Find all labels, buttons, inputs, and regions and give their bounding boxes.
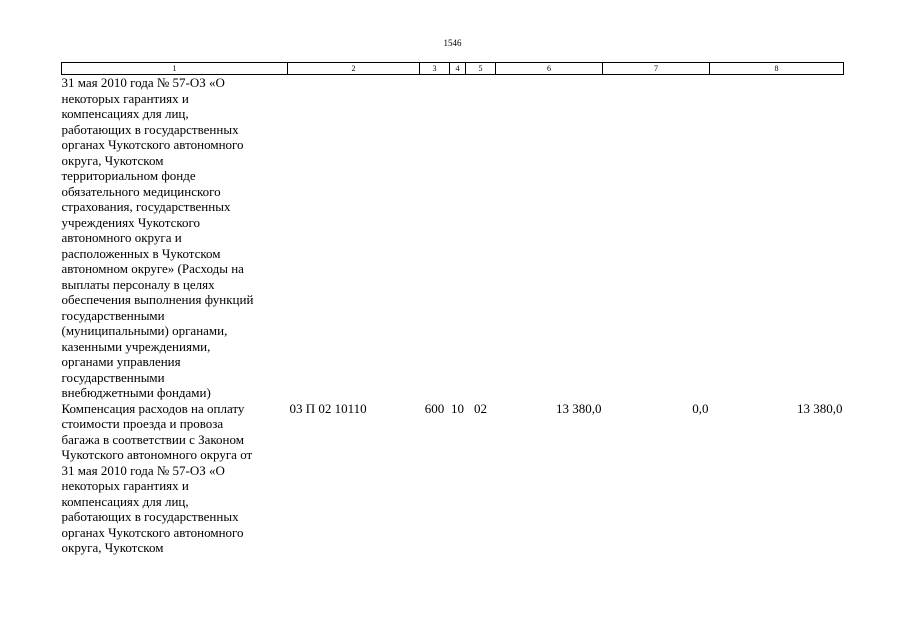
- column-header-7: 7: [603, 63, 710, 75]
- budget-table: [61, 62, 844, 556]
- row-sum-3: 13 380,0: [797, 400, 843, 416]
- description-line: (муниципальными) органами,: [61, 323, 228, 338]
- description-line: государственными: [61, 307, 165, 323]
- description-line: государственными: [61, 369, 165, 385]
- column-header-5: 5: [466, 63, 496, 75]
- column-header-3: 3: [420, 63, 450, 75]
- description-line: компенсациях для лиц,: [61, 106, 189, 121]
- row-sum-3: [710, 75, 844, 401]
- description-line: органах Чукотского автономного: [61, 137, 244, 152]
- description-line: страхования, государственных: [61, 199, 231, 214]
- row-vr: 600: [424, 400, 445, 416]
- description-line: Компенсация расходов на оплату: [61, 400, 245, 416]
- description-line: обязательного медицинского: [61, 183, 221, 199]
- row-sum-1: [496, 75, 603, 401]
- table-row: [62, 401, 844, 556]
- row-sum-1: 13 380,0: [556, 400, 602, 416]
- column-header-8: 8: [710, 63, 844, 75]
- description-line: обеспечения выполнения функций: [61, 292, 254, 307]
- row-rz: [450, 75, 466, 401]
- description-line: расположенных в Чукотском: [61, 245, 221, 261]
- row-sum-2: [603, 75, 710, 401]
- row-code: 03 П 02 10110: [289, 400, 367, 416]
- description-line: некоторых гарантиях и: [61, 478, 189, 493]
- column-header-1: 1: [62, 63, 288, 75]
- row-pr: [466, 75, 496, 401]
- description-line: автономного округа и: [61, 230, 182, 245]
- description-line: 31 мая 2010 года № 57-ОЗ «О: [61, 462, 225, 478]
- description-line: округа, Чукотском: [61, 540, 164, 555]
- description-line: багажа в соответствии с Законом: [61, 431, 244, 447]
- row-pr: 02: [474, 400, 487, 416]
- description-line: учреждениях Чукотского: [61, 214, 201, 230]
- description-line: органами управления: [61, 354, 181, 369]
- description-line: работающих в государственных: [61, 121, 239, 137]
- description-line: компенсациях для лиц,: [61, 493, 189, 509]
- description-line: органах Чукотского автономного: [61, 524, 244, 540]
- description-line: 31 мая 2010 года № 57-ОЗ «О: [61, 75, 225, 90]
- description-line: работающих в государственных: [61, 509, 239, 524]
- column-header-4: 4: [450, 63, 466, 75]
- description-line: автономном округе» (Расходы на: [61, 261, 244, 276]
- page-number: 1546: [443, 38, 462, 48]
- column-header-2: 2: [288, 63, 420, 75]
- row-description: [62, 75, 288, 401]
- row-description: [62, 401, 288, 556]
- description-line: выплаты персоналу в целях: [61, 276, 215, 292]
- description-line: казенными учреждениями,: [61, 338, 211, 354]
- description-line: некоторых гарантиях и: [61, 90, 189, 106]
- table-header: [62, 63, 844, 75]
- header-row: [62, 63, 844, 75]
- row-sum-2: 0,0: [692, 400, 709, 416]
- table-row: [62, 75, 844, 401]
- row-rz: 10: [451, 400, 464, 416]
- row-code: [288, 75, 420, 401]
- description-line: внебюджетными фондами): [61, 385, 211, 400]
- description-line: округа, Чукотском: [61, 152, 164, 168]
- column-header-6: 6: [496, 63, 603, 75]
- row-vr: [420, 75, 450, 401]
- description-line: стоимости проезда и провоза: [61, 416, 224, 431]
- description-line: Чукотского автономного округа от: [61, 447, 253, 462]
- description-line: территориальном фонде: [61, 168, 196, 183]
